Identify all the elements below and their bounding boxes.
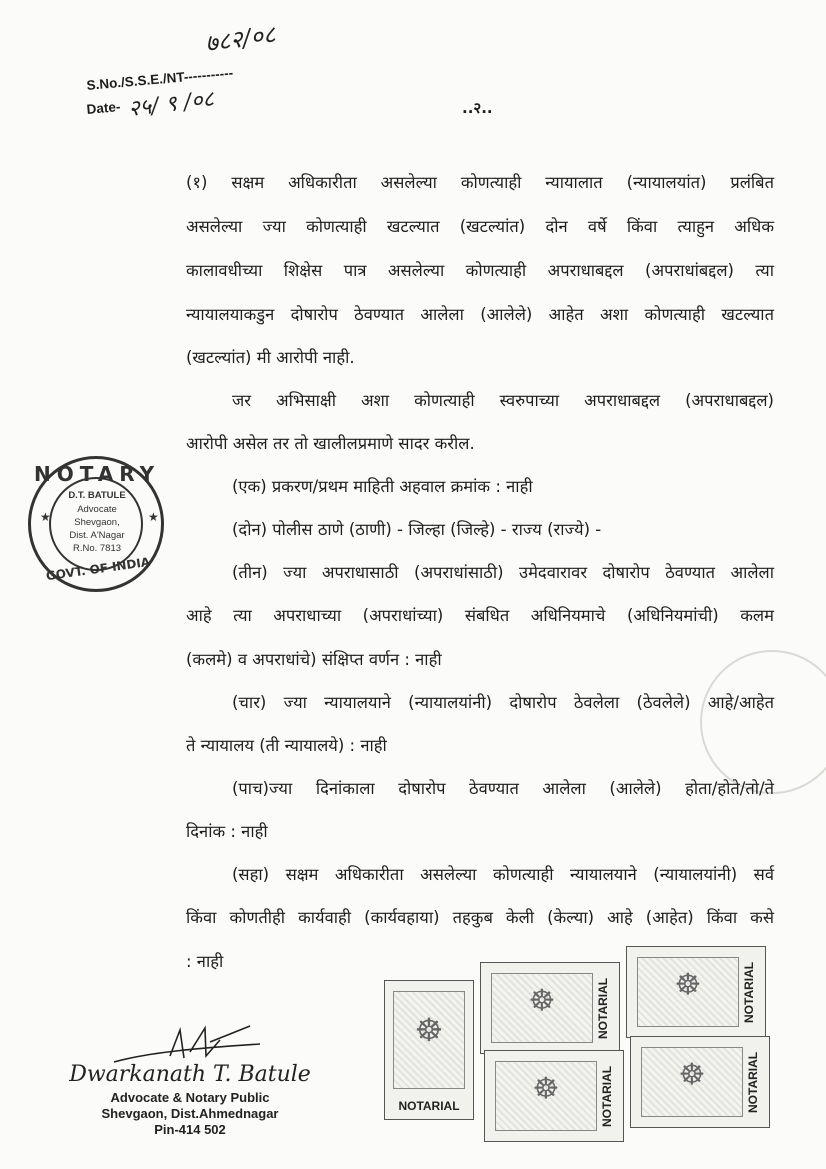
emblem-icon xyxy=(637,957,739,1027)
page-number: ..२.. xyxy=(462,99,493,117)
notary-seal-name: D.T. BATULE xyxy=(68,490,126,501)
notary-seal-bottom: GOVT. OF INDIA xyxy=(45,554,151,584)
notarial-stamp-label: NOTARIAL xyxy=(600,1065,614,1127)
star-icon: ★ xyxy=(40,510,51,524)
clause-2-line: आरोपी असेल तर तो खालीलप्रमाणे सादर करील. xyxy=(186,434,475,453)
item-saha-line: (सहा) सक्षम अधिकारीता असलेल्या कोणत्याही न्यायालयाने (न्यायालयांनी) सर्व xyxy=(232,865,774,884)
clause-1-line: कालावधीच्या शिक्षेस पात्र असलेल्या कोणत्याही अपराधाबद्दल (अपराधांबद्दल) त्या xyxy=(186,261,774,280)
notarial-stamp-label: NOTARIAL xyxy=(742,961,756,1023)
signatory-title: Advocate & Notary Public xyxy=(110,1090,270,1105)
item-saha-line: : नाही xyxy=(186,952,224,971)
notarial-stamp xyxy=(384,980,474,1120)
notary-seal-line: Shevgaon, xyxy=(74,517,120,528)
notarial-stamp xyxy=(626,946,766,1038)
signatory-address: Shevgaon, Dist.Ahmednagar xyxy=(101,1106,279,1121)
item-ek: (एक) प्रकरण/प्रथम माहिती अहवाल क्रमांक : नाही xyxy=(232,477,533,496)
notary-seal-title: NOTARY xyxy=(34,462,161,486)
clause-1-line: (१) सक्षम अधिकारीता असलेल्या कोणत्याही न्यायालात (न्यायालयांत) प्रलंबित xyxy=(186,173,774,192)
bleed-through-mark xyxy=(700,650,826,794)
item-don: (दोन) पोलीस ठाणे (ठाणी) - जिल्हा (जिल्हे) - राज्य (राज्ये) - xyxy=(232,520,602,539)
item-pach-line: (पाच)ज्या दिनांकाला दोषारोप ठेवण्यात आलेला (आलेले) होता/होते/तो/ते xyxy=(232,779,774,798)
clause-1-line: (खटल्यांत) मी आरोपी नाही. xyxy=(186,348,355,367)
clause-1-line: न्यायालयाकडुन दोषारोप ठेवण्यात आलेला (आलेले) आहेत अशा कोणत्याही खटल्यात xyxy=(186,305,774,324)
star-icon: ★ xyxy=(148,510,159,524)
signatory-name: Dwarkanath T. Batule xyxy=(69,1062,311,1087)
item-char-line: (चार) ज्या न्यायालयाने (न्यायालयांनी) दोषारोप ठेवलेला (ठेवलेले) आहे/आहेत xyxy=(232,693,774,712)
emblem-icon xyxy=(495,1061,597,1131)
item-teen-line: (तीन) ज्या अपराधासाठी (अपराधांसाठी) उमेदवारावर दोषारोप ठेवण्यात आलेला xyxy=(232,563,774,582)
clause-2-line: जर अभिसाक्षी अशा कोणत्याही स्वरुपाच्या अपराधाबद्दल (अपराधाबद्दल) xyxy=(232,391,774,410)
date-handwritten: २५/ ९ /०८ xyxy=(126,86,216,123)
notarial-stamp xyxy=(484,1050,624,1142)
notarial-stamp xyxy=(630,1036,770,1128)
signatory-pin: Pin-414 502 xyxy=(154,1122,226,1137)
notarial-stamp-label: NOTARIAL xyxy=(596,977,610,1039)
date-label: Date- xyxy=(86,99,121,117)
emblem-icon xyxy=(491,973,593,1043)
item-pach-line: दिनांक : नाही xyxy=(186,822,268,841)
item-saha-line: किंवा कोणतीही कार्यवाही (कार्यवहाया) तहकुब केली (केल्या) आहे (आहेत) किंवा कसे xyxy=(186,908,774,927)
emblem-icon xyxy=(393,991,465,1089)
notarial-stamp-label: NOTARIAL xyxy=(746,1051,760,1113)
notary-seal-line: Dist. A'Nagar xyxy=(69,530,125,541)
item-char-line: ते न्यायालय (ती न्यायालये) : नाही xyxy=(186,736,387,755)
emblem-icon xyxy=(641,1047,743,1117)
serial-handwritten: ७८२/०८ xyxy=(203,20,278,58)
notary-seal-reg: R.No. 7813 xyxy=(72,543,122,554)
clause-1-line: असलेल्या ज्या कोणत्याही खटल्यात (खटल्यांत) दोन वर्षे किंवा त्याहुन अधिक xyxy=(186,217,774,236)
serial-label: S.No./S.S.E./NT----------- xyxy=(86,65,234,93)
item-teen-line: (कलमे) व अपराधांचे) संक्षिप्त वर्णन : नाही xyxy=(186,650,442,669)
notarial-stamp xyxy=(480,962,620,1054)
item-teen-line: आहे त्या अपराधाच्या (अपराधांच्या) संबधित अधिनियमाचे (अधिनियमांची) कलम xyxy=(186,606,774,625)
notary-seal-line: Advocate xyxy=(77,504,117,515)
notarial-stamp-label: NOTARIAL xyxy=(398,1099,460,1113)
